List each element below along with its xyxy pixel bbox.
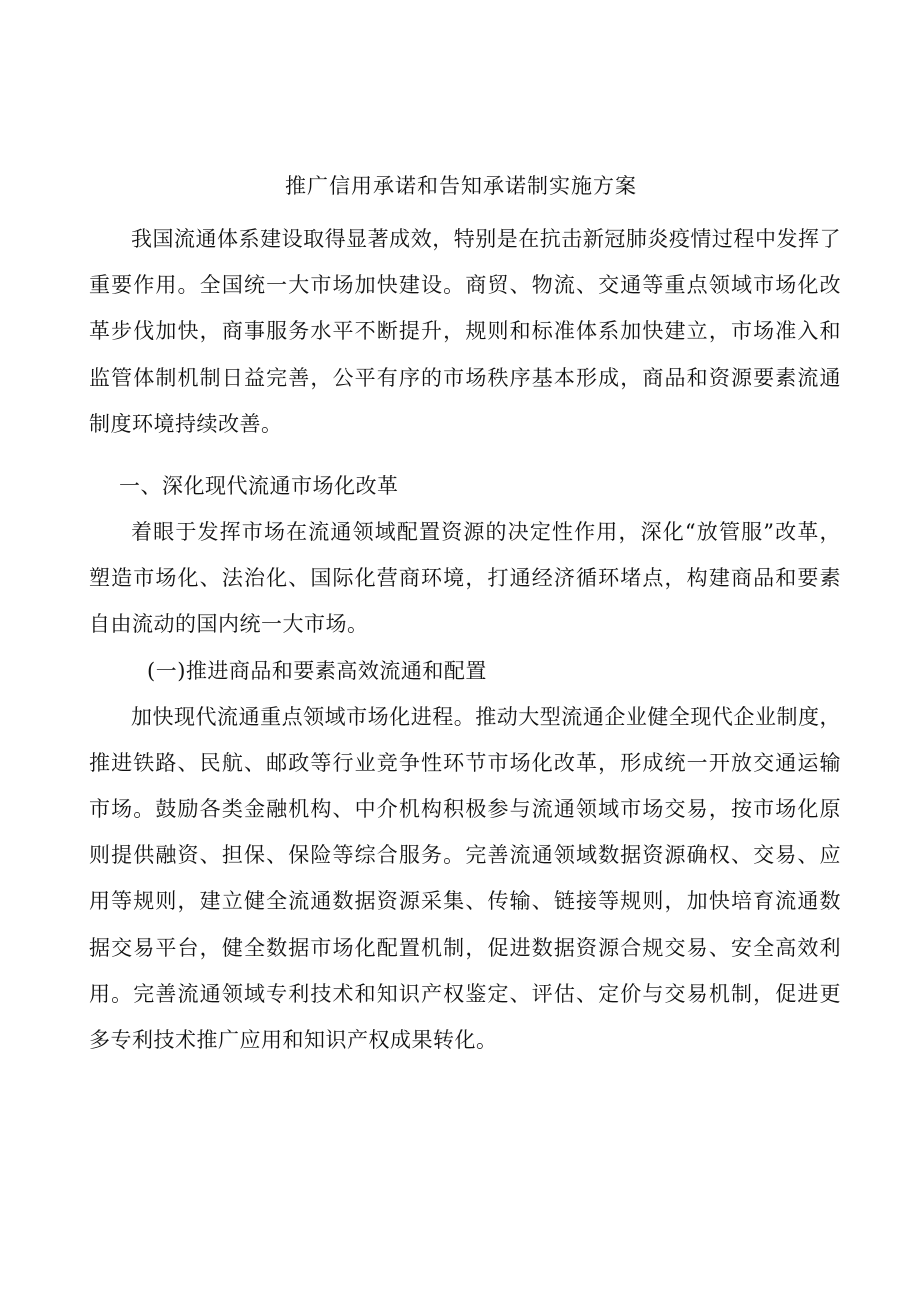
section-paragraph: 着眼于发挥市场在流通领域配置资源的决定性作用，深化“放管服”改革，塑造市场化、法治化、国际化营商环境，打通经济循环堵点，构建商品和要素自由流动的国内统一大市场。 — [89, 520, 841, 637]
subsection-heading: (一)推进商品和要素高效流通和配置 — [147, 658, 487, 683]
intro-paragraph: 我国流通体系建设取得显著成效，特别是在抗击新冠肺炎疫情过程中发挥了重要作用。全国统一大市场加快建设。商贸、物流、交通等重点领域市场化改革步伐加快，商事服务水平不断提升，规则和标准体系加快建立，市场准入和监管体制机制日益完善，公平有序的市场秩序基本形成，商品和资源要素流通制度环境持续改善。 — [89, 227, 841, 436]
subsection-paragraph: 加快现代流通重点领域市场化进程。推动大型流通企业健全现代企业制度，推进铁路、民航、邮政等行业竞争性环节市场化改革，形成统一开放交通运输市场。鼓励各类金融机构、中介机构积极参与流通领域市场交易，按市场化原则提供融资、担保、保险等综合服务。完善流通领域数据资源确权、交易、应用等规则，建立健全流通数据资源采集、传输、链接等规则，加快培育流通数据交易平台，健全数据市场化配置机制，促进数据资源合规交易、安全高效利用。完善流通领域专利技术和知识产权鉴定、评估、定价与交易机制，促进更多专利技术推广应用和知识产权成果转化。 — [89, 704, 841, 1053]
document-body — [89, 172, 841, 1063]
document-title: 推广信用承诺和告知承诺制实施方案 — [285, 174, 637, 198]
section-heading: 一、深化现代流通市场化改革 — [119, 474, 399, 499]
